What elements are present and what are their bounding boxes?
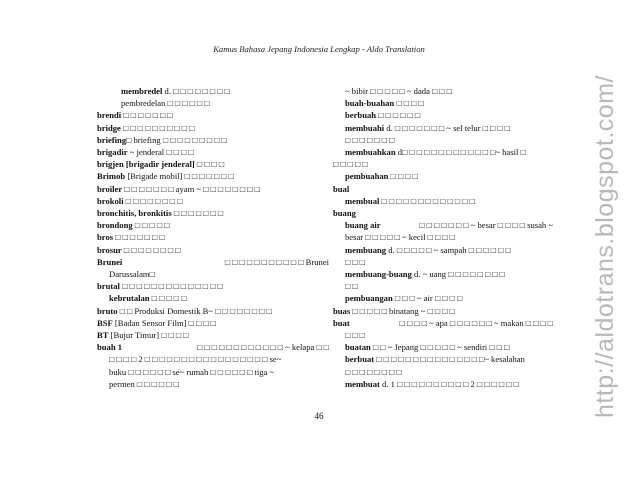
definition-text: □ □ □ □ □ □ □ ~ besar □ □ □ □ susah ~ (419, 220, 553, 231)
definition-text: ~ bibir □ □ □ □ □ ~ dada □ □ □ (345, 86, 452, 96)
definition-text: □ □ □ □ (394, 98, 424, 109)
dictionary-line (97, 231, 329, 243)
definition-text: d. ~ uang □ □ □ □ □ □ □ □ (411, 269, 505, 280)
headword: bruto (97, 305, 118, 316)
definition-text: □ □ □ □ □ (132, 220, 170, 231)
dictionary-line (333, 341, 553, 353)
headword: membuang (345, 244, 387, 255)
headword: brokoli (97, 195, 124, 206)
definition-text: buku □ □ □ □ □ □ se~ rumah □ □ □ □ □ □ tiga ~ (109, 366, 275, 377)
dictionary-line (333, 244, 553, 256)
headword: bual (333, 183, 350, 194)
headword: buang air (345, 220, 381, 231)
page-header: Kamus Bahasa Jepang Indonesia Lengkap - Aldo Translation (213, 44, 425, 54)
headword: kebrutalan (109, 293, 150, 304)
dictionary-line (333, 231, 553, 243)
definition-text: besar □ □ □ □ □ ~ kecil □ □ □ □ (345, 232, 455, 243)
definition-text: □ □ (345, 281, 358, 292)
definition-text: □ □ □ □ □ □ □ (171, 208, 224, 219)
dictionary-line (97, 256, 329, 268)
definition-text: □ □ □ □ □ □ □ □ □ □ □ Brunei (224, 256, 329, 267)
dictionary-line (97, 134, 329, 146)
definition-text: □ □ □ □ ~ apa □ □ □ □ □ □ ~ makan □ □ □ □ (399, 317, 553, 328)
headword: pembuangan (345, 293, 393, 304)
dictionary-line (333, 353, 553, 365)
dictionary-line (333, 317, 553, 329)
dictionary-line (333, 170, 553, 182)
definition-text: □ □ □ □ (388, 171, 418, 182)
dictionary-line (333, 292, 553, 304)
dictionary-line (97, 341, 329, 353)
headword: brondong (97, 220, 133, 231)
dictionary-line (97, 280, 329, 292)
dictionary-line (333, 378, 553, 390)
definition-text: □ □ □ □ □ □ □ □ □ □ □ □ □ (379, 195, 475, 206)
dictionary-line (333, 268, 553, 280)
headword: membredel (121, 86, 163, 96)
headword: membual (345, 195, 380, 206)
definition-text: □ □ □ □ □ □ □ □ □ □ □ □ ~ kelapa □ □ (197, 342, 329, 353)
definition-text: □ □ □ □ (194, 159, 225, 170)
dictionary-line (333, 195, 553, 207)
dictionary-line (97, 292, 329, 304)
headword: buah 1 (97, 342, 123, 353)
dictionary-line (333, 109, 553, 121)
headword: brigadir (97, 147, 128, 158)
dictionary-line (333, 256, 553, 268)
definition-text: □ □ □ □ □ (333, 159, 368, 170)
headword: brendi (97, 110, 122, 121)
definition-text: □ □ □ □ 2 □ □ □ □ □ □ □ □ □ □ □ □ □ □ □ □ □ se~ (109, 354, 282, 365)
headword: buat (333, 317, 350, 328)
definition-text: □ □ □ (345, 330, 365, 341)
dictionary-line (97, 109, 329, 121)
dictionary-line (333, 219, 553, 231)
definition-text: [Badan Sensor Film] □ □ □ □ (112, 317, 216, 328)
headword: bronchitis, bronkitis (97, 208, 172, 219)
dictionary-line (97, 158, 329, 170)
blog-url-watermark: http://aldotrans.blogspot.com/ (591, 75, 619, 418)
dictionary-line (97, 244, 329, 256)
dictionary-line (97, 317, 329, 329)
definition-text: □ □ □ □ □ □ (376, 110, 421, 121)
definition-text: Darussalam□ (109, 269, 155, 280)
definition-text: □ □ ~ Jepang □ □ □ □ □ ~ sendiri □ □ □ (370, 342, 510, 353)
dictionary-line (333, 280, 553, 292)
dictionary-line (97, 353, 329, 365)
dictionary-line (97, 329, 329, 341)
dictionary-line (333, 305, 553, 317)
headword: briefing (97, 134, 127, 145)
dictionary-line (97, 122, 329, 134)
dictionary-line (333, 207, 553, 219)
left-column (97, 85, 329, 390)
headword: berbuat (345, 354, 375, 365)
headword: membuahi (345, 122, 385, 133)
definition-text: □ □ □ □ □ □ □ □ (123, 195, 183, 206)
definition-text: □ □ □ □ □ □ □ (113, 232, 165, 243)
headword: BSF (97, 317, 113, 328)
definition-text: d. □ □ □ □ □ □ □ ~ sel telur □ □ □ □ (384, 122, 510, 133)
headword: membuahkan (345, 147, 396, 158)
dictionary-line (97, 268, 329, 280)
definition-text: □ □ Produksi Domestik B~ □ □ □ □ □ □ □ □ (117, 305, 272, 316)
definition-text: ~ jenderal □ □ □ □ (127, 147, 194, 158)
headword: brutal (97, 281, 120, 292)
dictionary-line (97, 378, 329, 390)
definition-text: d. □ □ □ □ □ □ □ □ (162, 86, 230, 96)
dictionary-line (333, 146, 553, 158)
definition-text: permen □ □ □ □ □ □ (109, 378, 179, 389)
definition-text: □ □ □ □ □ □ □ □ □ □ □ □ □ □ (119, 281, 223, 292)
dictionary-line (97, 183, 329, 195)
definition-text: □ briefing □ □ □ □ □ □ □ □ □ (126, 134, 227, 145)
headword: buatan (345, 342, 371, 353)
headword: bridge (97, 122, 121, 133)
definition-text: [Brigade mobil] □ □ □ □ □ □ □ (125, 171, 234, 182)
definition-text: □ □ □ □ □ □ □ (345, 134, 395, 145)
dictionary-line (97, 170, 329, 182)
headword: buah-buahan (345, 98, 395, 109)
headword: Brunei (97, 256, 123, 267)
dictionary-line (333, 329, 553, 341)
dictionary-line (97, 146, 329, 158)
definition-text: [Bujur Timur] □ □ □ □ (108, 330, 189, 341)
headword: brigjen [brigadir jenderal] (97, 159, 195, 170)
definition-text: □ □ □ □ □ □ □ (121, 110, 173, 121)
definition-text: □ □ □ □ □ binatang ~ □ □ □ □ (350, 305, 455, 316)
dictionary-line (333, 158, 553, 170)
dictionary-line (97, 195, 329, 207)
headword: membuat (345, 378, 380, 389)
definition-text: d. 1 □ □ □ □ □ □ □ □ □ □ 2 □ □ □ □ □ □ (379, 378, 519, 389)
dictionary-line (97, 85, 329, 97)
dictionary-line (333, 122, 553, 134)
definition-text: pembredelan □ □ □ □ □ □ (121, 98, 210, 109)
definition-text: □ □ □ ~ air □ □ □ □ (392, 293, 463, 304)
definition-text: □ □ □ □ □ □ □ □ □ □ (120, 122, 195, 133)
definition-text: □ □ □ □ □ □ □ □ □ □ □ □ □ □ □~ kesalahan (374, 354, 525, 365)
definition-text: □ □ □ □ □ □ □ □ (345, 366, 402, 377)
headword: broiler (97, 183, 123, 194)
right-column (333, 85, 553, 390)
dictionary-line (333, 183, 553, 195)
dictionary-line (97, 219, 329, 231)
definition-text: □ □ □ (345, 256, 365, 267)
dictionary-line (97, 366, 329, 378)
headword: buas (333, 305, 351, 316)
headword: berbuah (345, 110, 377, 121)
dictionary-line (333, 366, 553, 378)
page-number: 46 (314, 411, 324, 421)
dictionary-line (333, 97, 553, 109)
dictionary-line (333, 85, 553, 97)
headword: pembuahan (345, 171, 389, 182)
definition-text: □ □ □ □ □ □ □ ayam ~ □ □ □ □ □ □ □ □ (122, 183, 260, 194)
headword: membuang-buang (345, 269, 412, 280)
definition-text: d. □ □ □ □ □ ~ sampah □ □ □ □ □ □ (386, 244, 511, 255)
dictionary-line (97, 207, 329, 219)
headword: brosur (97, 244, 122, 255)
dictionary-line (97, 305, 329, 317)
headword: Brimob (97, 171, 126, 182)
headword: BT (97, 330, 109, 341)
headword: bros (97, 232, 114, 243)
headword: buang (333, 208, 356, 219)
dictionary-line (333, 134, 553, 146)
definition-text: □ □ □ □ □ (149, 293, 187, 304)
definition-text: d□ □ □ □ □ □ □ □ □ □ □ □ □~ hasil □ (395, 147, 526, 158)
dictionary-line (97, 97, 329, 109)
definition-text: □ □ □ □ □ □ □ □ (121, 244, 181, 255)
